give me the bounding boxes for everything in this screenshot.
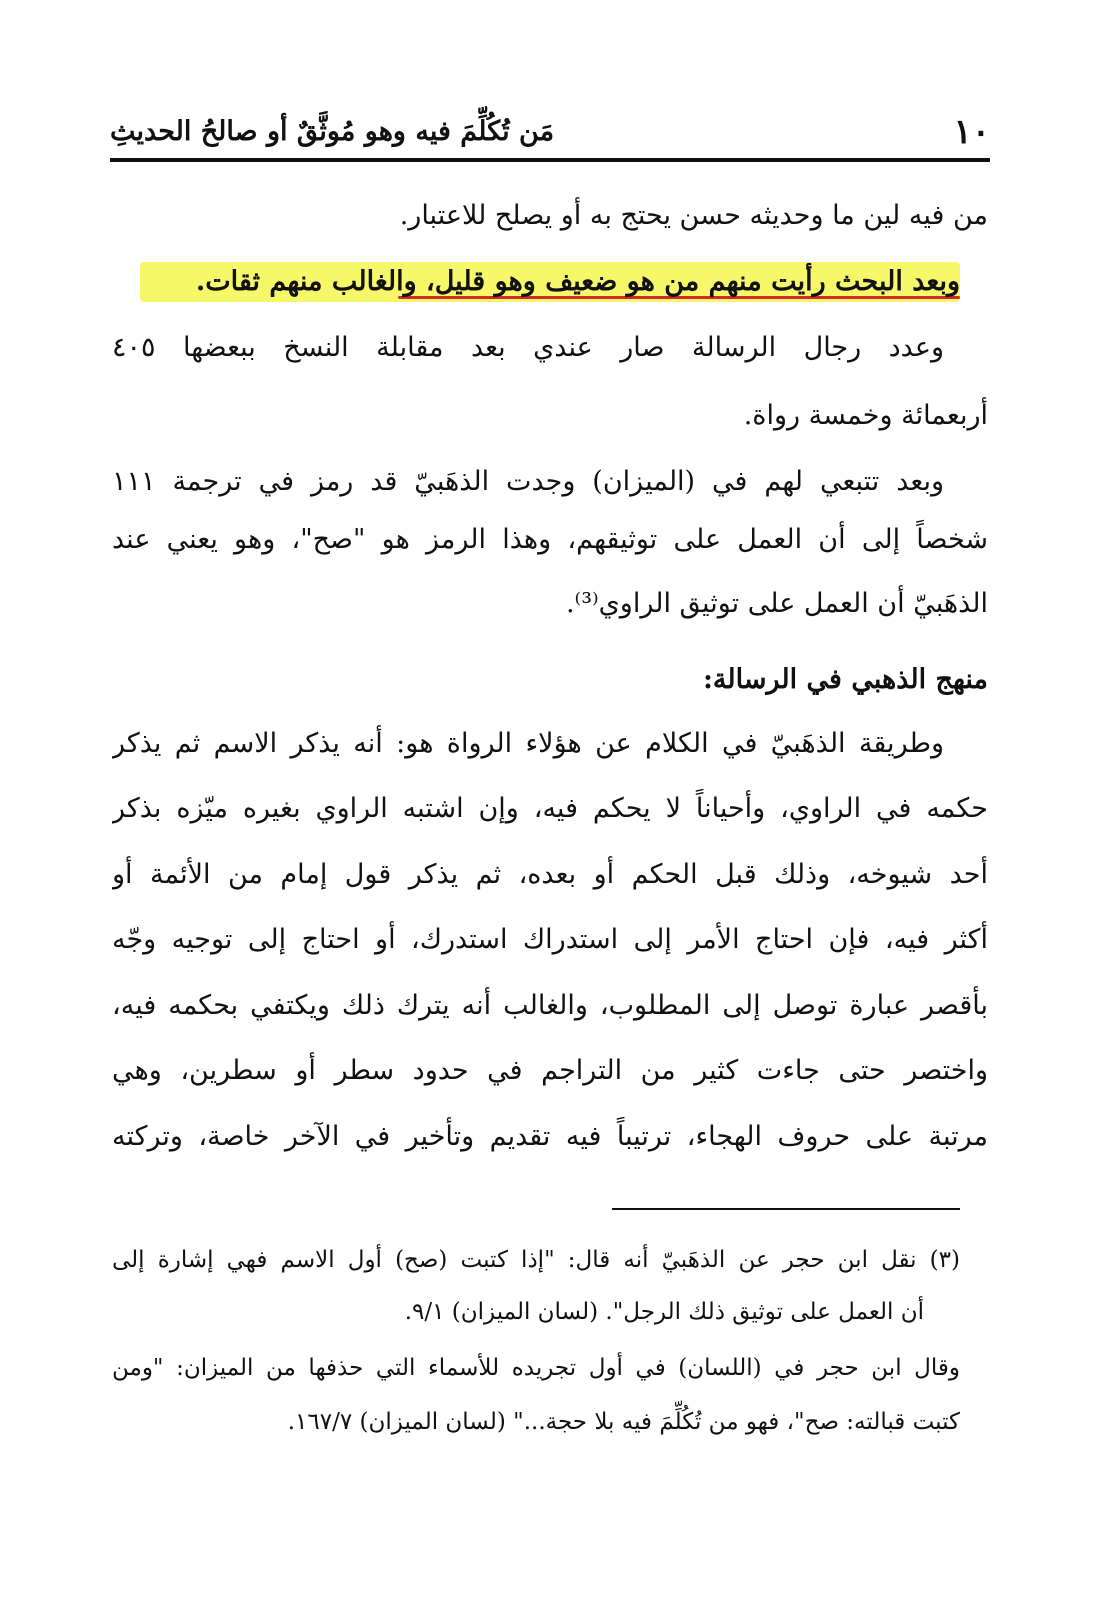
body-line-11: أحد شيوخه، وذلك قبل الحكم أو بعده، ثم يذكر قول إمام من الأئمة أو [112,859,988,890]
body-line-1: من فيه لين ما وحديثه حسن يحتج به أو يصلح للاعتبار. [399,200,988,231]
section-heading: منهج الذهبي في الرسالة: [702,664,988,695]
body-line-5: وبعد تتبعي لهم في (الميزان) وجدت الذهَبيّ قد رمز في ترجمة ١١١ [112,466,944,497]
header-rule [110,158,990,162]
body-line-13: بأقصر عبارة توصل إلى المطلوب، والغالب أنه يترك ذلك ويكتفي بحكمه فيه، [112,990,988,1021]
footnote-separator [612,1208,960,1210]
footnote-line-4: كتبت قبالته: صح"، فهو من تُكُلِّمَ فيه بلا حجة..." (لسان الميزان) ١٦٧/٧. [287,1409,960,1435]
body-line-15: مرتبة على حروف الهجاء، ترتيباً فيه تقديم وتأخير في الآخر خاصة، وتركته [112,1121,988,1152]
body-line-10: حكمه في الراوي، وأحياناً لا يحكم فيه، وإن اشتبه الراوي بغيره ميّزه بذكر [112,793,988,824]
footnote-line-1: (٣) نقل ابن حجر عن الذهَبيّ أنه قال: "إذا كتبت (صح) أول الاسم فهي إشارة إلى [112,1247,960,1273]
running-title: مَن تُكُلِّمَ فيه وهو مُوثَّقٌ أو صالحُ الحديثِ [110,116,555,147]
body-line-7: الذهَبيّ أن العمل على توثيق الراوي⁽³⁾. [565,588,988,619]
page-number: ١٠ [953,112,990,152]
body-line-4: أربعمائة وخمسة رواة. [743,400,988,431]
body-line-12: أكثر فيه، فإن احتاج الأمر إلى استدراك استدرك، أو احتاج إلى توجيه وجّه [112,924,988,955]
body-line-3: وعدد رجال الرسالة صار عندي بعد مقابلة النسخ ببعضها ٤٠٥ [112,332,944,363]
body-line-9: وطريقة الذهَبيّ في الكلام عن هؤلاء الرواة هو: أنه يذكر الاسم ثم يذكر [112,728,944,759]
page-header [110,108,990,156]
highlighted-line: وبعد البحث رأيت منهم من هو ضعيف وهو قليل، والغالب منهم ثقات. [195,266,960,297]
footnote-line-3: وقال ابن حجر في (اللسان) في أول تجريده للأسماء التي حذفها من الميزان: "ومن [112,1355,960,1381]
footnote-line-2: أن العمل على توثيق ذلك الرجل". (لسان الميزان) ٩/١. [404,1299,924,1325]
body-line-6: شخصاً إلى أن العمل على توثيقهم، وهذا الرمز هو "صح"، وهو يعني عند [112,524,988,555]
body-line-14: واختصر حتى جاءت كثير من التراجم في حدود سطر أو سطرين، وهي [112,1055,988,1086]
